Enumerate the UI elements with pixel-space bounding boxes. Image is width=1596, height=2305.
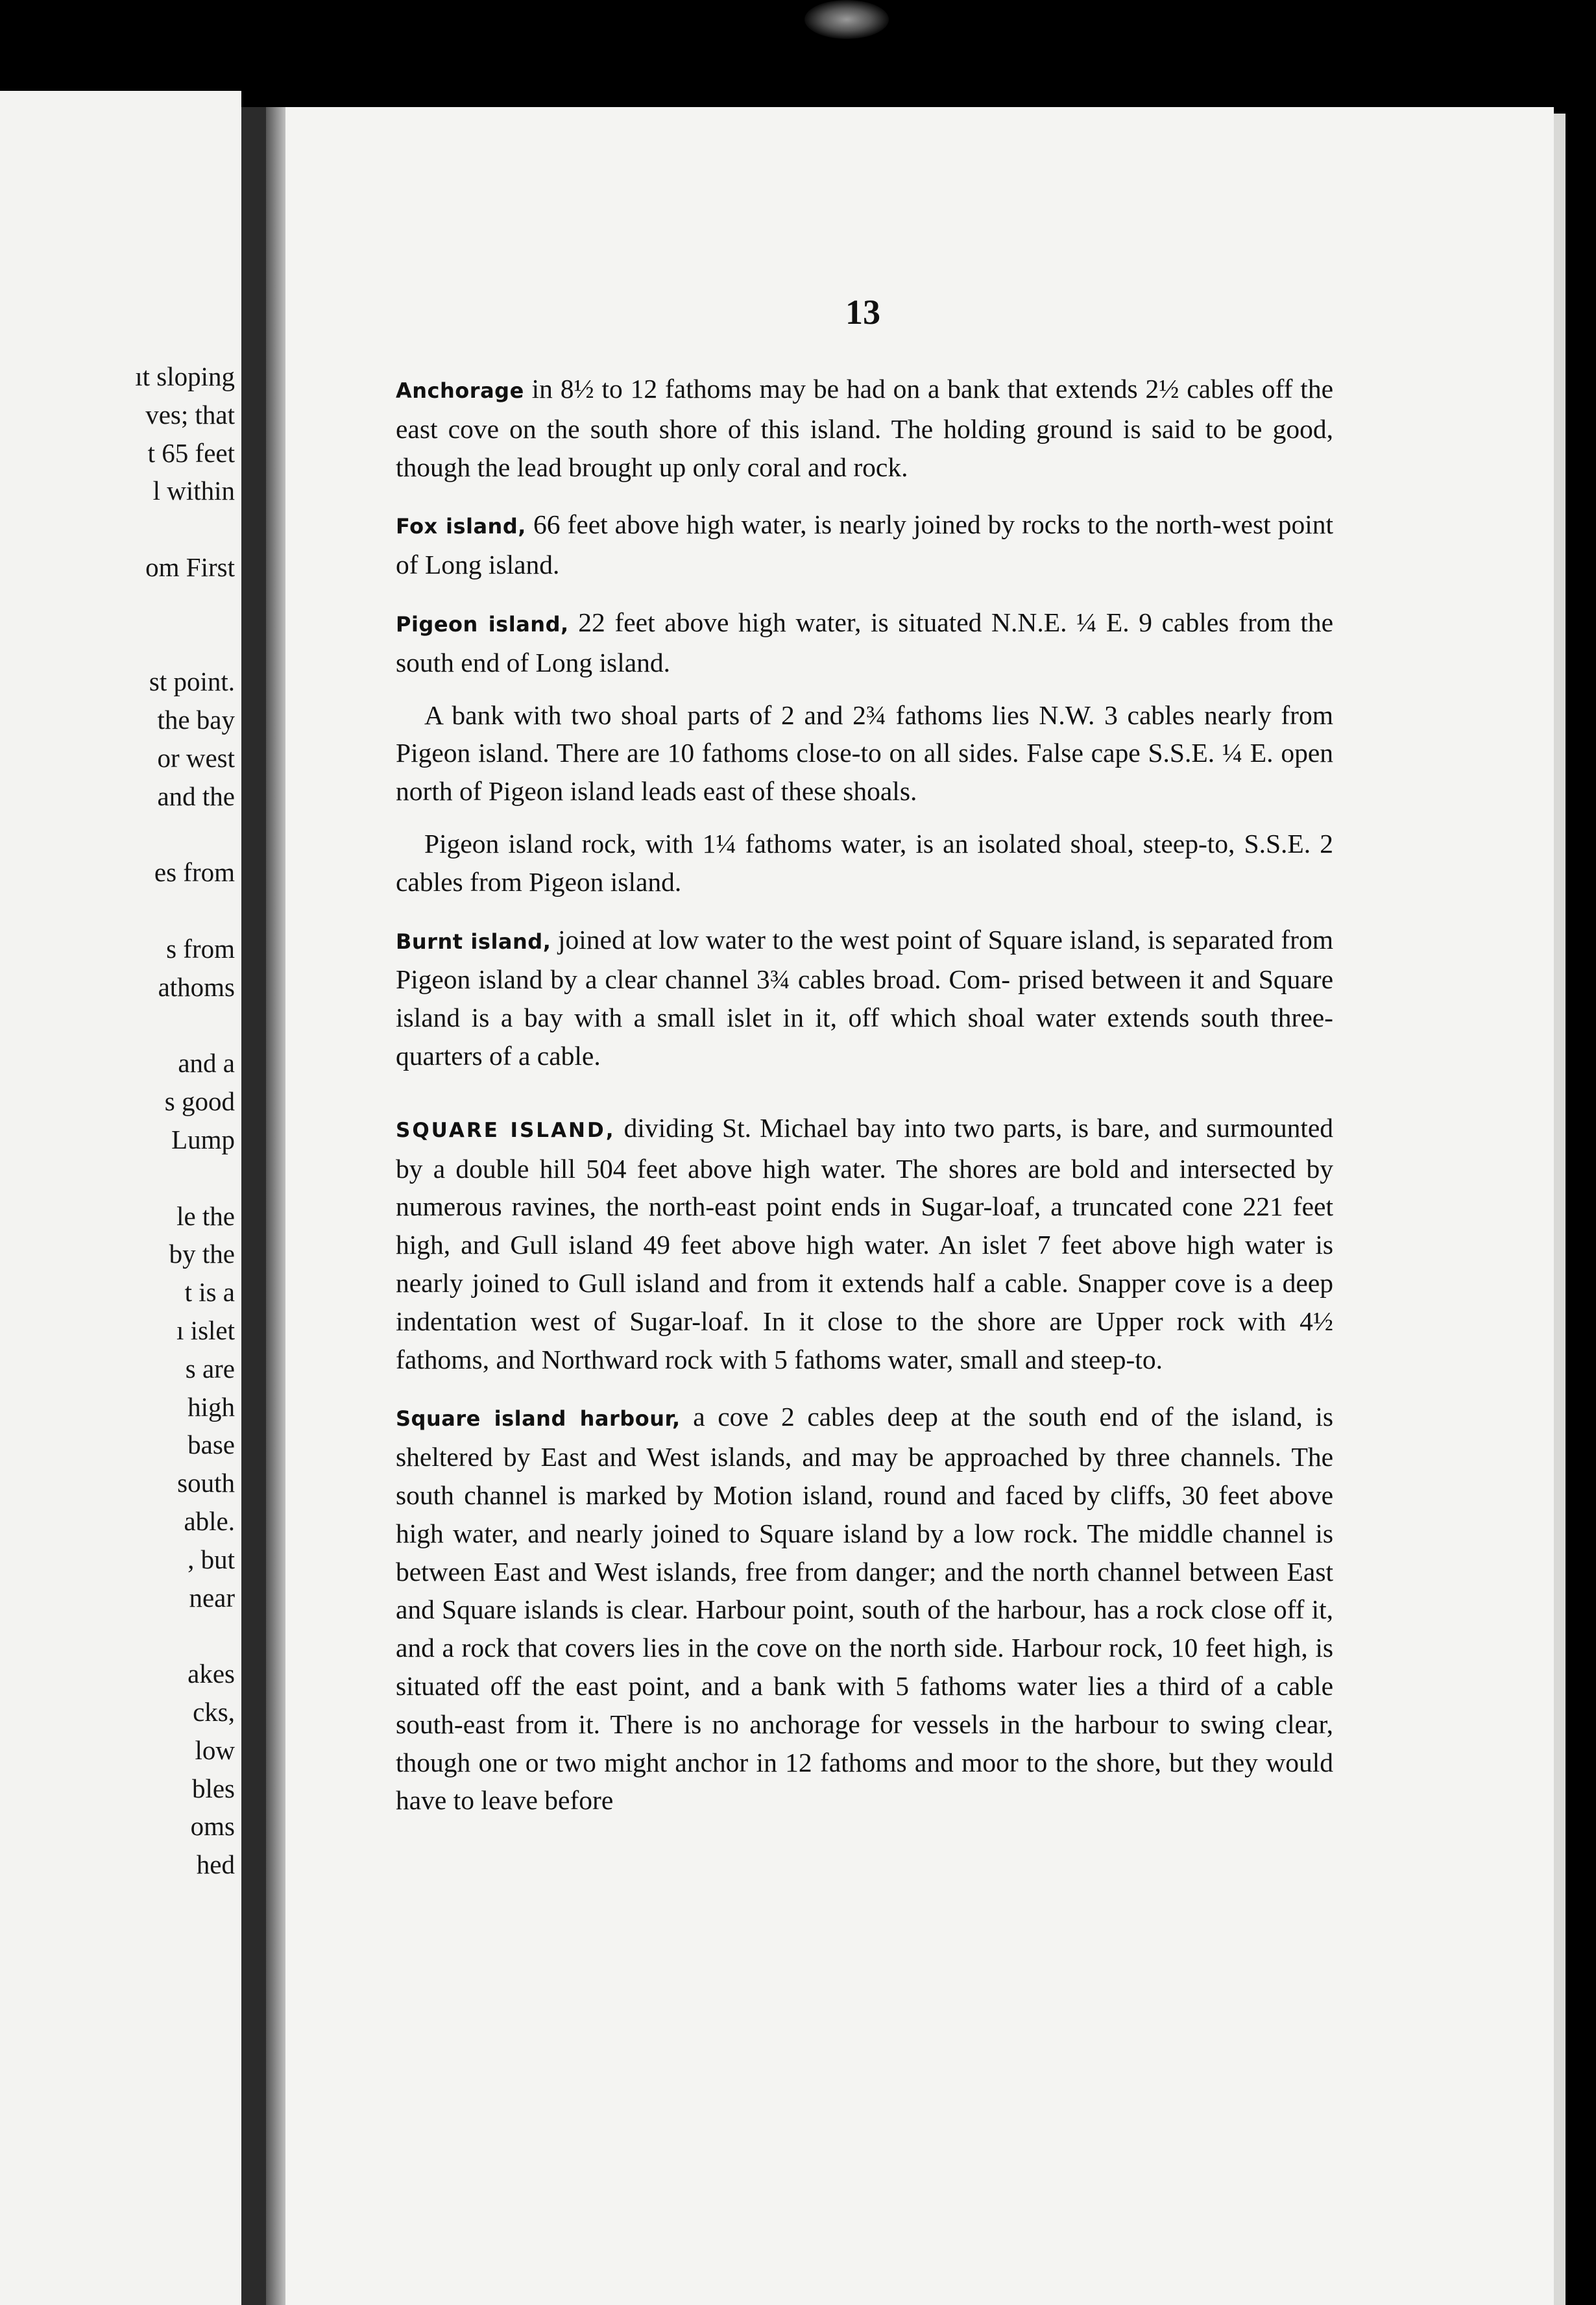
paragraph-line: for vessels in the harbour to swing clear, though one or two might anchor bbox=[396, 1709, 1334, 1777]
paragraph-line: 22 feet above high water, is situated N.N.E. ¼ E. 9 cables bbox=[578, 607, 1229, 637]
left-page-fragment: high bbox=[187, 1391, 235, 1422]
paragraph-line: a cove 2 cables deep at the south end of the bbox=[693, 1402, 1219, 1432]
paragraph-line: in Sugar-loaf, a truncated cone 221 feet high, and Gull island 49 feet bbox=[396, 1191, 1334, 1260]
left-page-fragment: s from bbox=[166, 934, 235, 964]
left-page-fragment: the bay bbox=[157, 705, 235, 735]
paragraph-line: shoals. bbox=[843, 776, 917, 807]
paragraph-square-island bbox=[396, 1109, 1333, 1379]
paragraph-line: False cape S.S.E. ¼ E. open north of Pigeon island leads east of these bbox=[396, 738, 1333, 807]
left-page-text bbox=[0, 91, 241, 2305]
left-page-fragment: st point. bbox=[149, 666, 235, 697]
paragraph-line: 66 feet above high water, is nearly joined by rocks to the bbox=[533, 509, 1149, 540]
paragraph-heading: Square island harbour, bbox=[396, 1406, 681, 1432]
paragraph-line: which shoal water extends south three-quarters of a cable. bbox=[396, 1003, 1334, 1071]
paragraph-line: A bank with two shoal parts of 2 and 2¾ fathoms lies N.W. 3 cables bbox=[424, 700, 1195, 730]
paragraph-line: water lies a third of a cable south-east from it. There is no anchorage bbox=[396, 1670, 1333, 1739]
paragraph-heading: SQUARE ISLAND, bbox=[396, 1118, 616, 1142]
paragraph-line: S.S.E. 2 cables from Pigeon island. bbox=[396, 828, 1333, 897]
paragraph-line: islands, free from danger; and the north channel between East and Square bbox=[396, 1556, 1334, 1625]
paragraph-line: three channels. The south channel is marked by Motion island, round bbox=[396, 1442, 1333, 1510]
paragraph-line: and surmounted by a double hill 504 feet above high water. The shores bbox=[396, 1112, 1334, 1184]
paragraph-anchorage bbox=[396, 370, 1333, 486]
paragraph-line: indentation west of Sugar-loaf. In it close to the shore are Upper rock bbox=[396, 1306, 1225, 1336]
left-page-fragment: by the bbox=[169, 1239, 235, 1269]
paragraph-line: ground is said to be good, though the lead brought up only coral and bbox=[396, 413, 1334, 482]
paragraph-line: in 12 fathoms and moor to the shore, but they would have to leave before bbox=[396, 1747, 1333, 1816]
left-facing-page bbox=[0, 91, 241, 2305]
left-page-fragment: able. bbox=[184, 1506, 235, 1536]
paragraph-line: rock. bbox=[853, 452, 908, 482]
binding-blotch bbox=[804, 0, 889, 39]
paragraph-line: dividing St. Michael bay into two parts, is bare, bbox=[623, 1112, 1150, 1143]
left-page-fragment: om First bbox=[145, 552, 235, 582]
body-text bbox=[396, 370, 1333, 1820]
paragraph-line: and faced by cliffs, 30 feet above high water, and nearly joined to Square bbox=[396, 1480, 1334, 1548]
paragraph-pigeon-island bbox=[396, 604, 1333, 682]
paragraph-line: Pigeon island rock, with 1¼ fathoms water, is an isolated shoal, steep-to, bbox=[424, 828, 1235, 859]
paragraph-bank-shoals bbox=[396, 696, 1333, 811]
left-page-fragment: Lump bbox=[171, 1125, 235, 1154]
left-page-fragment: ı islet bbox=[176, 1315, 235, 1345]
paragraph-square-island-harbour bbox=[396, 1398, 1333, 1820]
paragraph-line: off it, and a rock that covers lies in the cove on the north side. Harbour bbox=[396, 1594, 1334, 1663]
paragraph-line: north-west point of Long island. bbox=[396, 509, 1333, 580]
left-page-fragment: s are bbox=[185, 1353, 235, 1384]
paragraph-line: in 8½ to 12 fathoms may be had on a bank that extends bbox=[531, 374, 1138, 404]
left-page-fragment: akes bbox=[187, 1659, 235, 1689]
left-page-fragment: south bbox=[177, 1468, 235, 1498]
paragraph-line: rock, 10 feet high, is situated off the east point, and a bank with 5 fathoms bbox=[396, 1633, 1334, 1701]
paragraph-heading: Burnt island, bbox=[396, 929, 551, 954]
paragraph-line: nearly from Pigeon island. There are 10 fathoms close-to on all sides. bbox=[396, 700, 1334, 768]
left-page-fragment: hed bbox=[196, 1849, 235, 1880]
paragraph-line: island, is sheltered by East and West islands, and may be approached by bbox=[396, 1402, 1334, 1472]
paragraph-burnt-island bbox=[396, 921, 1333, 1075]
left-page-fragment: t 65 feet bbox=[147, 437, 235, 468]
paragraph-pigeon-island-rock bbox=[396, 825, 1333, 901]
left-page-fragment: and the bbox=[157, 781, 235, 811]
left-page-fragment: low bbox=[195, 1735, 235, 1765]
paragraph-fox-island bbox=[396, 506, 1333, 584]
left-page-fragment: near bbox=[189, 1582, 235, 1613]
paragraph-line: are bold and intersected by numerous ravines, the north-east point ends bbox=[396, 1153, 1334, 1222]
paragraph-line: 2½ cables off the east cove on the south shore of this island. The holding bbox=[396, 374, 1334, 444]
page-edge bbox=[1554, 114, 1566, 2305]
page-number: 13 bbox=[845, 293, 880, 332]
paragraph-line: above high water. An islet 7 feet above high water is nearly joined to bbox=[396, 1230, 1333, 1298]
left-page-fragment: , but bbox=[187, 1544, 235, 1574]
paragraph-line: prised between it and Square island is a bay with a small islet in it, off bbox=[396, 964, 1334, 1033]
paragraph-line: Gull island and from it extends half a cable. Snapper cove is a deep bbox=[578, 1267, 1334, 1298]
left-page-fragment: or west bbox=[157, 743, 235, 773]
left-page-fragment: athoms bbox=[158, 971, 235, 1002]
left-page-fragment: ıt sloping bbox=[135, 361, 235, 391]
paragraph-heading: Fox island, bbox=[396, 514, 526, 539]
paragraph-line: island by a low rock. The middle channel is between East and West bbox=[396, 1518, 1334, 1587]
left-page-fragment: ves; that bbox=[145, 399, 235, 430]
left-page-fragment: cks, bbox=[193, 1697, 235, 1727]
left-page-fragment: and a bbox=[178, 1048, 235, 1079]
left-page-fragment: le the bbox=[176, 1201, 235, 1231]
paragraph-heading: Anchorage bbox=[396, 378, 524, 403]
left-page-fragment: es from bbox=[154, 857, 235, 888]
left-page-fragment: t is a bbox=[184, 1277, 235, 1308]
left-page-fragment: base bbox=[187, 1430, 235, 1460]
paragraph-line: with 4½ fathoms, and Northward rock with 5 fathoms water, small and bbox=[396, 1306, 1334, 1374]
paragraph-line: from the south end of Long island. bbox=[396, 607, 1334, 677]
left-page-fragment: s good bbox=[164, 1086, 235, 1117]
paragraph-line: joined at low water to the west point of Square island, is bbox=[558, 924, 1166, 955]
paragraph-line: separated from Pigeon island by a clear channel 3¾ cables broad. Com- bbox=[396, 924, 1334, 995]
left-page-fragment: bles bbox=[191, 1773, 235, 1803]
left-page-fragment: oms bbox=[190, 1811, 235, 1842]
left-page-fragment: l within bbox=[152, 476, 235, 506]
paragraph-line: steep-to. bbox=[1070, 1344, 1163, 1374]
paragraph-heading: Pigeon island, bbox=[396, 611, 569, 637]
paragraph-line: islands is clear. Harbour point, south of the harbour, has a rock close bbox=[524, 1594, 1266, 1625]
